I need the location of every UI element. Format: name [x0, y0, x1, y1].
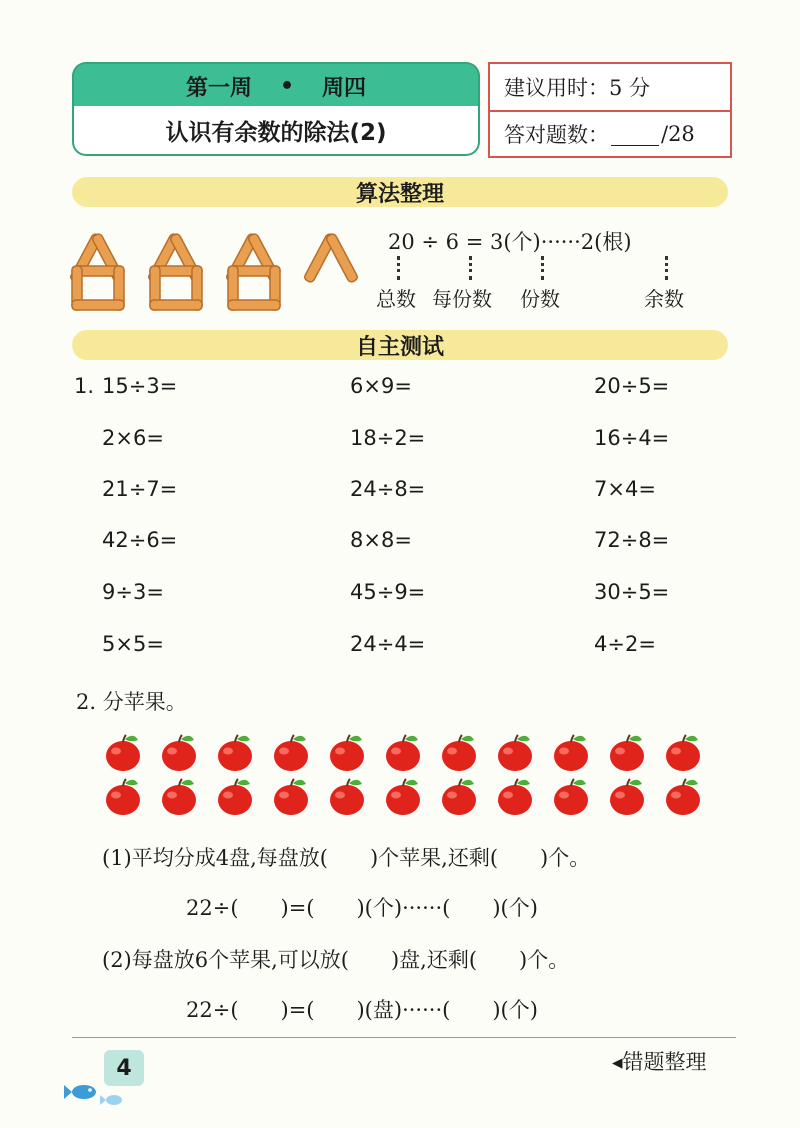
matchstick-illustration — [68, 222, 368, 314]
score-row — [490, 110, 730, 156]
problem1-number: 1. — [74, 374, 95, 398]
week-label: 第一周 — [185, 75, 252, 101]
day-label: 周四 — [322, 75, 367, 101]
label-total: 总数 — [376, 287, 416, 311]
exercise: 21÷7= — [102, 477, 178, 501]
score-blank[interactable] — [611, 123, 659, 146]
exercise: 6×9= — [350, 374, 412, 398]
exercise: 24÷4= — [350, 632, 426, 656]
section-test-title: 自主测试 — [355, 334, 444, 360]
exercise: 7×4= — [594, 477, 656, 501]
exercise: 16÷4= — [594, 426, 670, 450]
score-total: /28 — [661, 122, 695, 146]
footer-divider — [72, 1037, 736, 1038]
equation-2-2: 22÷( )=( )(盘)······( )(个) — [186, 998, 538, 1022]
exercise: 30÷5= — [594, 580, 670, 604]
exercise: 72÷8= — [594, 528, 670, 552]
apple-row-1 — [106, 735, 700, 771]
label-shares: 份数 — [520, 287, 560, 311]
problem2-title: 2. 分苹果。 — [76, 690, 187, 714]
lesson-title: 认识有余数的除法(2) — [72, 106, 480, 156]
exercise: 2×6= — [102, 426, 164, 450]
dots-shares — [541, 256, 548, 280]
matchstick-house-3 — [225, 233, 280, 310]
score-label: 答对题数： — [504, 123, 609, 147]
question-2-1: (1)平均分成4盘,每盘放( )个苹果,还剩( )个。 — [102, 846, 591, 870]
header-week-day — [72, 62, 480, 108]
equation-2-1: 22÷( )=( )(个)······( )(个) — [186, 896, 538, 920]
suggested-time: 建议用时：5 分 — [504, 76, 651, 100]
division-formula: 20 ÷ 6 = 3(个)······2(根) — [388, 230, 632, 254]
matchstick-house-1 — [69, 233, 124, 310]
remaining-matchsticks — [303, 233, 358, 284]
exercise: 8×8= — [350, 528, 412, 552]
error-review-link[interactable]: ◂错题整理 — [612, 1050, 707, 1074]
apples-illustration — [104, 730, 708, 820]
exercise: 9÷3= — [102, 580, 164, 604]
exercise: 20÷5= — [594, 374, 670, 398]
question-2-2: (2)每盘放6个苹果,可以放( )盘,还剩( )个。 — [102, 948, 570, 972]
page-number: 4 — [104, 1050, 144, 1086]
matchstick-house-2 — [147, 233, 202, 310]
dots-remainder — [665, 256, 672, 280]
dots-total — [397, 256, 404, 280]
exercise: 15÷3= — [102, 374, 178, 398]
dots-per-share — [469, 256, 476, 280]
label-per-share: 每份数 — [432, 287, 492, 311]
separator-dot: • — [279, 73, 295, 99]
label-remainder: 余数 — [644, 287, 684, 311]
exercise: 24÷8= — [350, 477, 426, 501]
section-test-bar — [72, 330, 728, 360]
info-box — [488, 62, 732, 158]
exercise: 42÷6= — [102, 528, 178, 552]
exercise: 45÷9= — [350, 580, 426, 604]
exercise: 4÷2= — [594, 632, 656, 656]
section-algorithm-title: 算法整理 — [355, 181, 444, 207]
section-algorithm-bar — [72, 177, 728, 207]
fish-icon — [64, 1072, 134, 1112]
apple-row-2 — [106, 779, 700, 815]
exercise: 5×5= — [102, 632, 164, 656]
exercise: 18÷2= — [350, 426, 426, 450]
